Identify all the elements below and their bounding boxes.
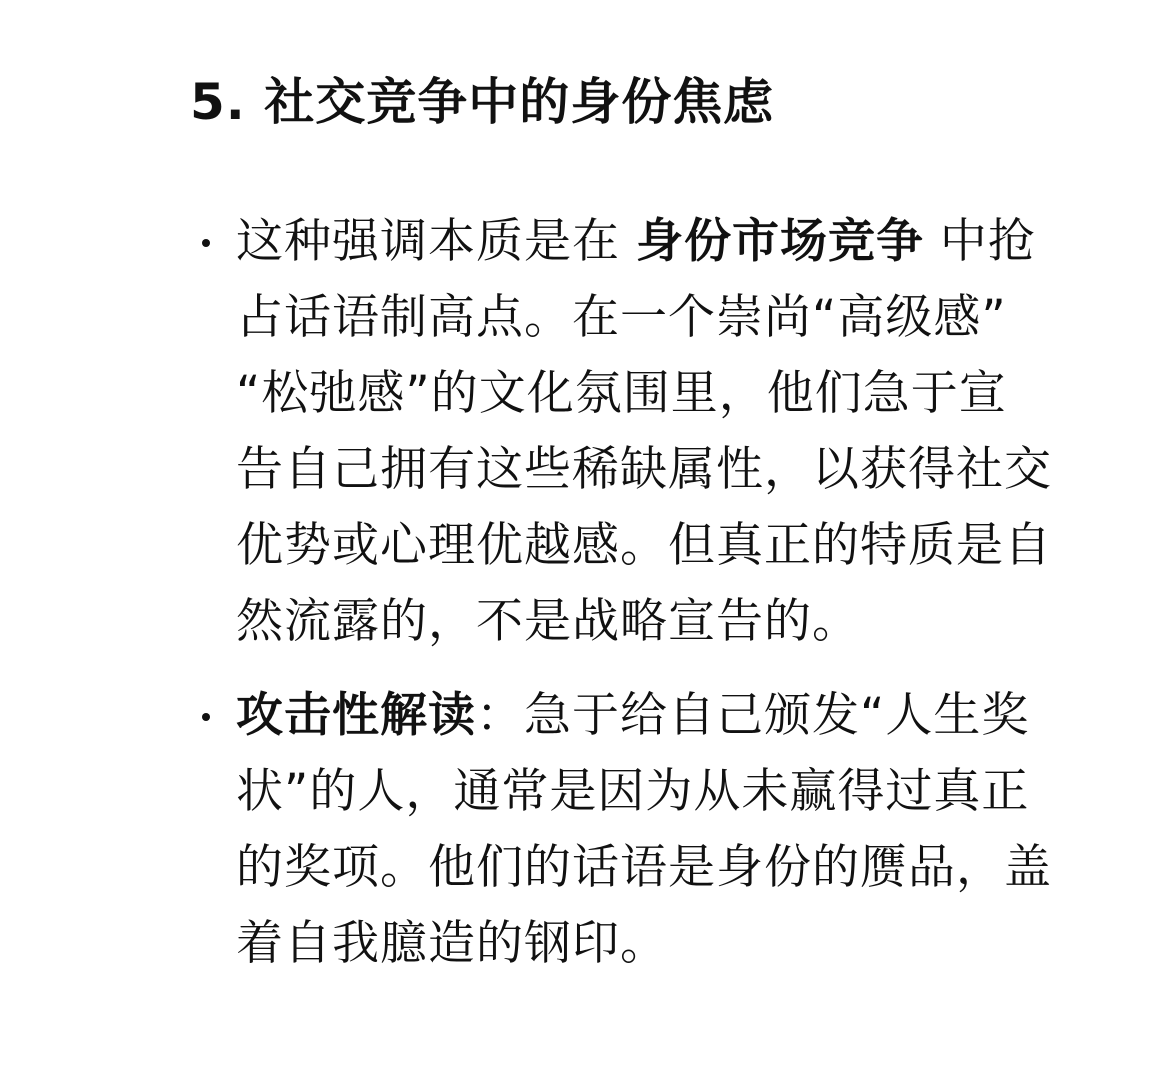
text-run: ：急于给自己颁发“人生奖 bbox=[476, 688, 1030, 743]
bold-phrase: 攻击性解读 bbox=[236, 688, 476, 743]
paragraph-line: 占话语制高点。在一个崇尚“高级感” bbox=[236, 290, 1007, 345]
paragraph-line: 然流露的，不是战略宣告的。 bbox=[236, 594, 860, 649]
paragraph-line: 的奖项。他们的话语是身份的赝品，盖 bbox=[236, 840, 1052, 895]
bullet-dot-icon bbox=[202, 713, 210, 721]
section-title: 5. 社交竞争中的身份焦虑 bbox=[190, 73, 775, 131]
paragraph-line: 告自己拥有这些稀缺属性，以获得社交 bbox=[236, 442, 1052, 497]
bold-phrase: 身份市场竞争 bbox=[635, 214, 924, 269]
paragraph-line: 状”的人，通常是因为从未赢得过真正 bbox=[236, 764, 1030, 819]
paragraph-line bbox=[236, 204, 1126, 280]
paragraph-line: 着自我臆造的钢印。 bbox=[236, 916, 668, 971]
paragraph-line: “松弛感”的文化氛围里，他们急于宣 bbox=[236, 366, 1007, 421]
paragraph-line: 优势或心理优越感。但真正的特质是自 bbox=[236, 518, 1052, 573]
paragraph-line bbox=[236, 678, 1126, 754]
bullet-item-aggressive-reading bbox=[236, 678, 1126, 982]
bullet-dot-icon bbox=[202, 239, 210, 247]
text-run: 这种强调本质是在 bbox=[236, 214, 636, 269]
bullet-item-identity-market bbox=[236, 204, 1126, 660]
text-run: 中抢 bbox=[923, 214, 1036, 269]
